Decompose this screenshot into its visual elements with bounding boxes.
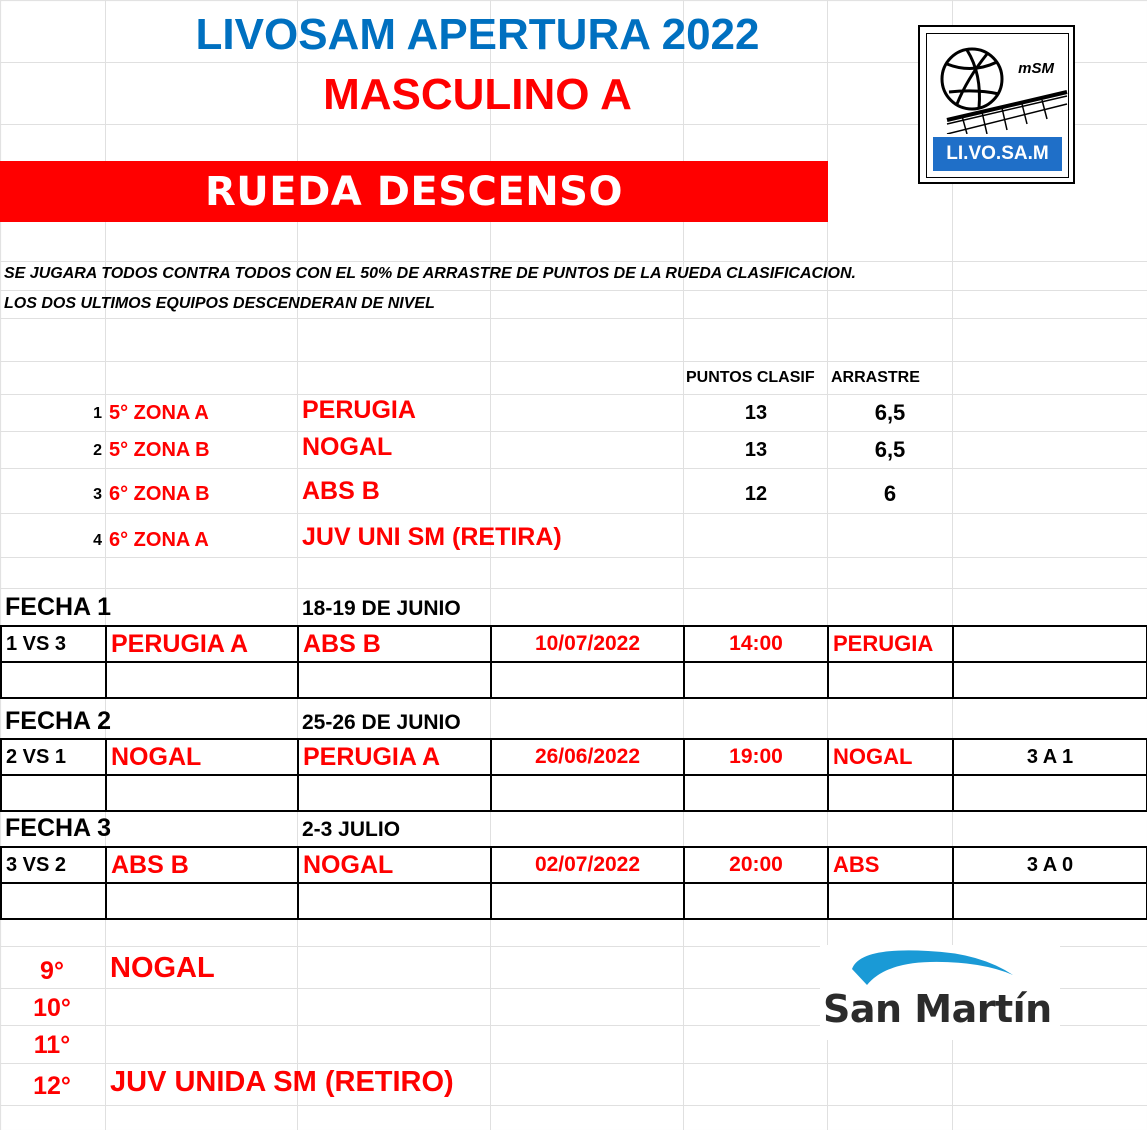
match-date: 26/06/2022 — [491, 739, 684, 775]
match-away: ABS B — [298, 626, 491, 662]
empty-cell — [828, 662, 953, 698]
standing-num: 1 — [93, 405, 102, 422]
match-result — [953, 626, 1147, 662]
standing-num: 3 — [93, 486, 102, 503]
col-carry-header: ARRASTRE — [831, 369, 920, 386]
grid-line — [0, 394, 1147, 395]
fecha-label: FECHA 1 — [5, 593, 112, 621]
note-line: LOS DOS ULTIMOS EQUIPOS DESCENDERAN DE NIVEL — [4, 295, 435, 312]
banner-text: RUEDA DESCENSO — [205, 169, 623, 215]
standing-num: 4 — [93, 532, 102, 549]
standing-team: NOGAL — [302, 433, 393, 461]
match-venue: PERUGIA — [828, 626, 953, 662]
standing-zone: 6° ZONA A — [109, 529, 209, 551]
table-row — [1, 883, 1147, 919]
match-away: NOGAL — [298, 847, 491, 883]
final-position: 10° — [33, 994, 71, 1022]
empty-cell — [828, 883, 953, 919]
empty-cell — [828, 775, 953, 811]
fecha-label: FECHA 2 — [5, 707, 112, 735]
final-position: 12° — [33, 1072, 71, 1100]
fecha-dates: 18-19 DE JUNIO — [302, 597, 461, 620]
standing-points: 13 — [744, 439, 768, 461]
empty-cell — [298, 883, 491, 919]
standing-team: PERUGIA — [302, 396, 416, 424]
empty-cell — [684, 775, 828, 811]
empty-cell — [491, 775, 684, 811]
section-banner — [0, 161, 828, 222]
match-result: 3 A 0 — [953, 847, 1147, 883]
match-time: 20:00 — [684, 847, 828, 883]
table-row — [1, 626, 1147, 662]
empty-cell — [1, 662, 106, 698]
table-row — [1, 775, 1147, 811]
page-title: LIVOSAM APERTURA 2022 — [195, 10, 760, 59]
match-time: 14:00 — [684, 626, 828, 662]
empty-cell — [298, 662, 491, 698]
final-position: 9° — [40, 957, 64, 985]
grid-line — [0, 261, 1147, 262]
volleyball-icon — [927, 34, 1068, 134]
grid-line — [0, 468, 1147, 469]
standing-points: 13 — [744, 402, 768, 424]
page-subtitle: MASCULINO A — [323, 70, 632, 119]
match-date: 10/07/2022 — [491, 626, 684, 662]
final-position: 11° — [33, 1031, 71, 1059]
final-team: NOGAL — [110, 952, 215, 984]
match-time: 19:00 — [684, 739, 828, 775]
grid-line — [0, 318, 1147, 319]
match-home: ABS B — [106, 847, 298, 883]
standing-zone: 5° ZONA A — [109, 402, 209, 424]
match-venue: NOGAL — [828, 739, 953, 775]
match-date: 02/07/2022 — [491, 847, 684, 883]
match-vs: 1 VS 3 — [1, 626, 106, 662]
empty-cell — [953, 775, 1147, 811]
san-martin-name: San Martín — [823, 987, 1052, 1031]
logo-mark: mSM — [1018, 60, 1054, 77]
empty-cell — [953, 883, 1147, 919]
match-table — [0, 846, 1147, 920]
empty-cell — [106, 662, 298, 698]
empty-cell — [684, 662, 828, 698]
match-home: PERUGIA A — [106, 626, 298, 662]
match-vs: 3 VS 2 — [1, 847, 106, 883]
logo-tag: LI.VO.SA.M — [933, 137, 1062, 171]
empty-cell — [491, 883, 684, 919]
match-vs: 2 VS 1 — [1, 739, 106, 775]
logo-frame — [926, 33, 1069, 178]
standing-team: ABS B — [302, 477, 380, 505]
empty-cell — [684, 883, 828, 919]
table-row — [1, 662, 1147, 698]
standing-carry: 6,5 — [874, 400, 906, 425]
empty-cell — [106, 883, 298, 919]
match-home: NOGAL — [106, 739, 298, 775]
empty-cell — [1, 883, 106, 919]
grid-line — [0, 290, 1147, 291]
empty-cell — [298, 775, 491, 811]
livosam-logo — [918, 25, 1075, 184]
grid-line — [0, 513, 1147, 514]
grid-line — [0, 1063, 1147, 1064]
grid-line — [0, 1105, 1147, 1106]
match-table — [0, 625, 1147, 699]
match-away: PERUGIA A — [298, 739, 491, 775]
match-result: 3 A 1 — [953, 739, 1147, 775]
san-martin-logo — [820, 945, 1060, 1040]
standing-zone: 6° ZONA B — [109, 483, 210, 505]
fecha-label: FECHA 3 — [5, 814, 112, 842]
standing-num: 2 — [93, 442, 102, 459]
grid-line — [0, 361, 1147, 362]
standing-carry: 6 — [883, 481, 897, 506]
col-points-header: PUNTOS CLASIF — [686, 369, 815, 386]
match-venue: ABS — [828, 847, 953, 883]
grid-line — [0, 431, 1147, 432]
match-table — [0, 738, 1147, 812]
fecha-dates: 25-26 DE JUNIO — [302, 711, 461, 734]
empty-cell — [1, 775, 106, 811]
table-row — [1, 739, 1147, 775]
standing-zone: 5° ZONA B — [109, 439, 210, 461]
note-line: SE JUGARA TODOS CONTRA TODOS CON EL 50% DE ARRASTRE DE PUNTOS DE LA RUEDA CLASIFICACION. — [4, 265, 856, 282]
fecha-dates: 2-3 JULIO — [302, 818, 401, 841]
grid-line — [0, 588, 1147, 589]
empty-cell — [953, 662, 1147, 698]
grid-line — [0, 557, 1147, 558]
standing-team: JUV UNI SM (RETIRA) — [302, 523, 562, 551]
final-team: JUV UNIDA SM (RETIRO) — [110, 1066, 454, 1098]
empty-cell — [491, 662, 684, 698]
standing-carry: 6,5 — [874, 437, 906, 462]
empty-cell — [106, 775, 298, 811]
table-row — [1, 847, 1147, 883]
standing-points: 12 — [744, 483, 768, 505]
